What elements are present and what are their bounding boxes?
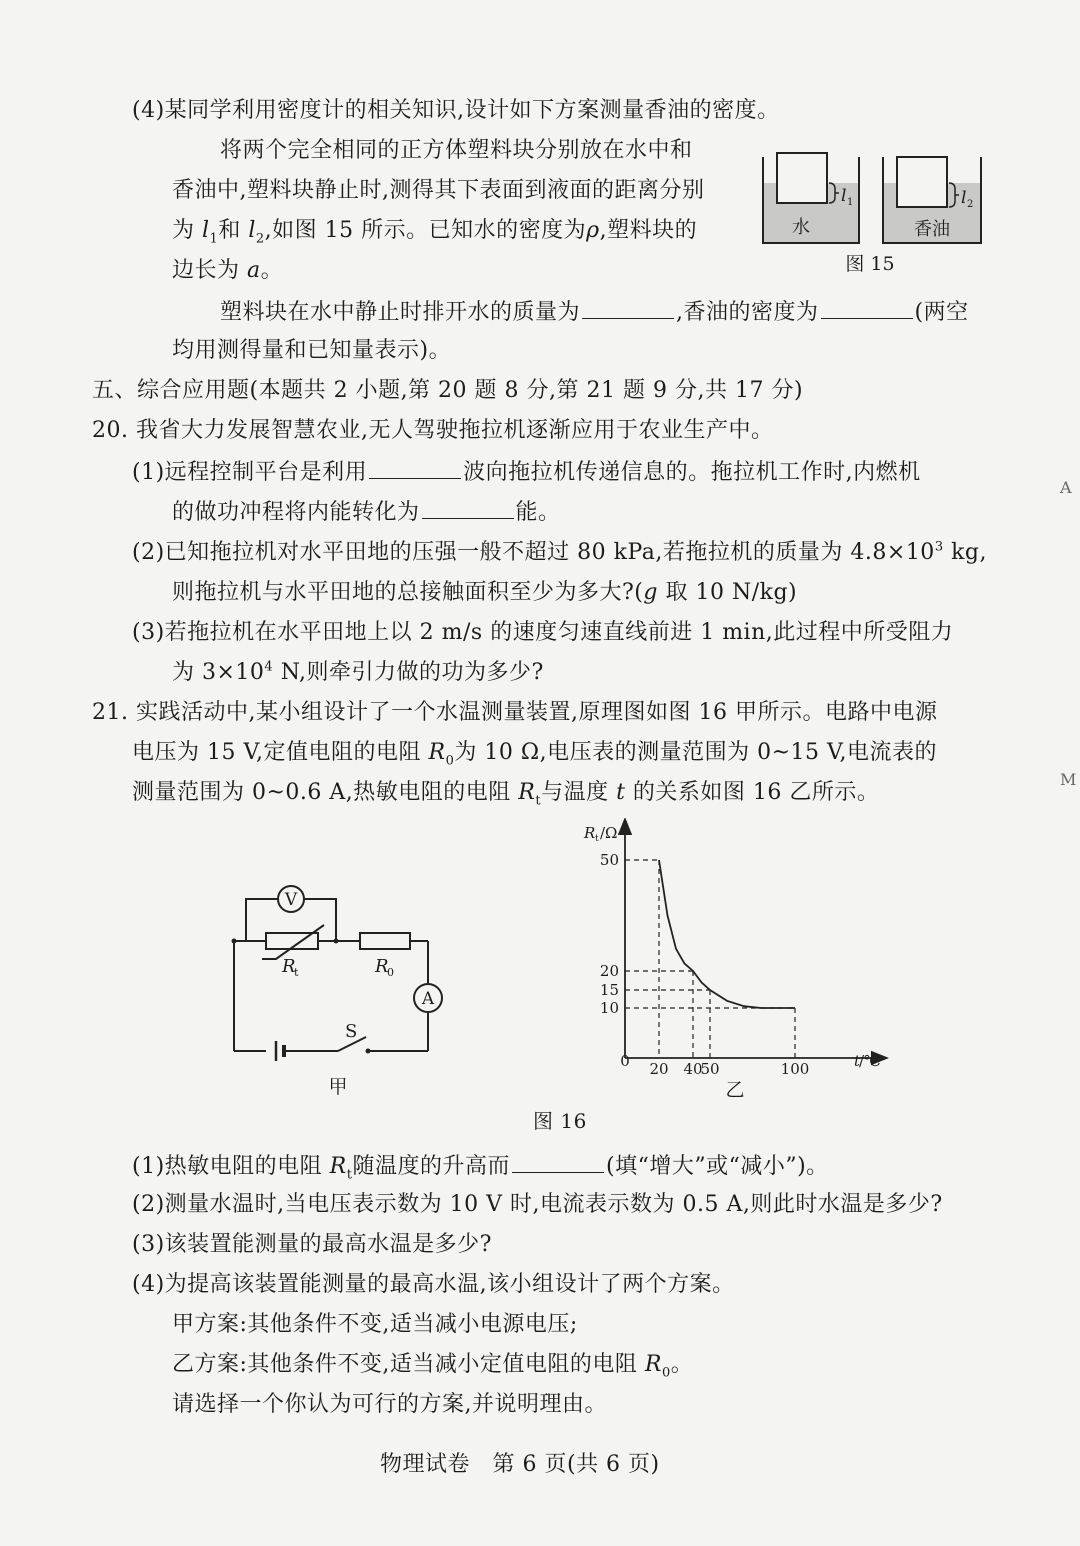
figure-16-circuit: [220, 875, 460, 1105]
y-tick-label: 10: [599, 999, 619, 1017]
q20-part2-line2: 则拖拉机与水平田地的总接触面积至少为多大?(g 取 10 N/kg): [172, 580, 798, 605]
svg-text:l: l: [841, 186, 847, 206]
q20-stem: 20. 我省大力发展智慧农业,无人驾驶拖拉机逐渐应用于农业生产中。: [92, 418, 774, 443]
svg-text:0: 0: [387, 966, 394, 979]
q21-line3: 测量范围为 0~0.6 A,热敏电阻的电阻 $R_t$与温度 t 的关系如图 16 乙所示。: [132, 780, 880, 809]
edge-mark: A: [1060, 478, 1072, 497]
figure-16-graph: [570, 818, 900, 1103]
voltmeter-label: V: [284, 890, 298, 910]
q20-part1-line1: (1)远程控制平台是利用 波向拖拉机传递信息的。拖拉机工作时,内燃机: [132, 456, 921, 488]
svg-text:1: 1: [847, 197, 854, 208]
page-footer: 物理试卷 第 6 页(共 6 页): [380, 1452, 660, 1477]
answer-blank[interactable]: [512, 1150, 604, 1173]
q20-part3-line1: (3)若拖拉机在水平田地上以 2 m/s 的速度匀速直线前进 1 min,此过程中所受阻力: [132, 620, 954, 645]
oil-label: 香油: [914, 219, 950, 240]
q19-4-para2-line1: 塑料块在水中静止时排开水的质量为 ,香油的密度为 (两空: [220, 296, 969, 328]
answer-blank[interactable]: [582, 296, 674, 319]
svg-text:t: t: [595, 834, 599, 844]
svg-text:2: 2: [967, 199, 974, 210]
svg-text:l: l: [961, 188, 967, 208]
q19-4-para1-line4: 边长为 a。: [172, 258, 284, 283]
y-axis-label: R: [584, 824, 596, 842]
figure-16-caption: 图 16: [533, 1109, 587, 1133]
svg-text:/Ω: /Ω: [600, 824, 618, 842]
r0-label: R: [375, 956, 389, 977]
x-tick-label: 40: [683, 1060, 703, 1078]
y-tick-label: 15: [599, 981, 619, 999]
plastic-block-oil: [897, 157, 947, 207]
q21-plan-a: 甲方案:其他条件不变,适当减小电源电压;: [172, 1312, 578, 1337]
ammeter-label: A: [421, 989, 435, 1009]
q21-ask: 请选择一个你认为可行的方案,并说明理由。: [172, 1392, 607, 1417]
water-beaker: [763, 153, 859, 243]
switch-label: S: [345, 1021, 358, 1042]
answer-blank[interactable]: [422, 496, 514, 519]
water-label: 水: [792, 217, 810, 238]
q19-4-para1-line2: 香油中,塑料块静止时,测得其下表面到液面的距离分别: [172, 178, 705, 203]
y-tick-label: 50: [599, 851, 619, 869]
x-tick-label: 100: [780, 1060, 810, 1078]
q19-4-para1-line1: 将两个完全相同的正方体塑料块分别放在水中和: [220, 138, 693, 163]
q21-plan-b: 乙方案:其他条件不变,适当减小定值电阻的电阻 $R_0$。: [172, 1352, 694, 1381]
section-5-title: 五、综合应用题(本题共 2 小题,第 20 题 8 分,第 21 题 9 分,共 17 分): [92, 378, 804, 403]
q21-line2: 电压为 15 V,定值电阻的电阻 $R_0$为 10 Ω,电压表的测量范围为 0~15 V,电流表的: [132, 740, 938, 769]
oil-beaker: [883, 157, 981, 243]
graph-label: 乙: [725, 1079, 745, 1101]
y-tick-label: 20: [599, 962, 619, 980]
x-axis-label: t: [854, 1052, 861, 1070]
q20-part3-line2: 为 $3\times 10^4$ N,则牵引力做的功为多少?: [172, 659, 544, 685]
q20-part2-line1: (2)已知拖拉机对水平田地的压强一般不超过 80 kPa,若拖拉机的质量为 $4.8\times 10^3$ kg,: [132, 539, 987, 565]
plastic-block-water: [777, 153, 827, 203]
svg-text:t: t: [294, 966, 299, 979]
circuit-label: 甲: [328, 1076, 348, 1098]
q19-4-stem: (4)某同学利用密度计的相关知识,设计如下方案测量香油的密度。: [132, 98, 780, 123]
rt-curve: [659, 860, 795, 1008]
q21-part1: (1)热敏电阻的电阻 $R_t$随温度的升高而 (填“增大”或“减小”)。: [132, 1150, 829, 1182]
origin-label: 0: [620, 1052, 630, 1070]
dashed-guides: [625, 860, 795, 1058]
fixed-resistor: [360, 933, 410, 949]
q21-part4: (4)为提高该装置能测量的最高水温,该小组设计了两个方案。: [132, 1272, 735, 1297]
q21-part3: (3)该装置能测量的最高水温是多少?: [132, 1232, 492, 1257]
edge-mark: M: [1060, 770, 1077, 789]
figure-15: [755, 145, 995, 280]
q21-line1: 21. 实践活动中,某小组设计了一个水温测量装置,原理图如图 16 甲所示。电路中电源: [92, 700, 938, 725]
q19-4-para1-line3: 为 $l_1$和 $l_2$,如图 15 所示。已知水的密度为ρ,塑料块的: [172, 218, 698, 247]
x-tick-label: 20: [649, 1060, 669, 1078]
q21-part2: (2)测量水温时,当电压表示数为 10 V 时,电流表示数为 0.5 A,则此时水温是多少?: [132, 1192, 943, 1217]
svg-text:/℃: /℃: [859, 1052, 881, 1070]
answer-blank[interactable]: [369, 456, 461, 479]
x-tick-label: 50: [700, 1060, 720, 1078]
axis-ticks: [600, 851, 809, 1078]
q20-part1-line2: 的做功冲程将内能转化为 能。: [172, 496, 561, 528]
q19-4-para2-line2: 均用测得量和已知量表示)。: [172, 338, 452, 363]
rt-label: R: [282, 956, 296, 977]
answer-blank[interactable]: [821, 296, 913, 319]
figure-15-caption: 图 15: [845, 253, 895, 275]
